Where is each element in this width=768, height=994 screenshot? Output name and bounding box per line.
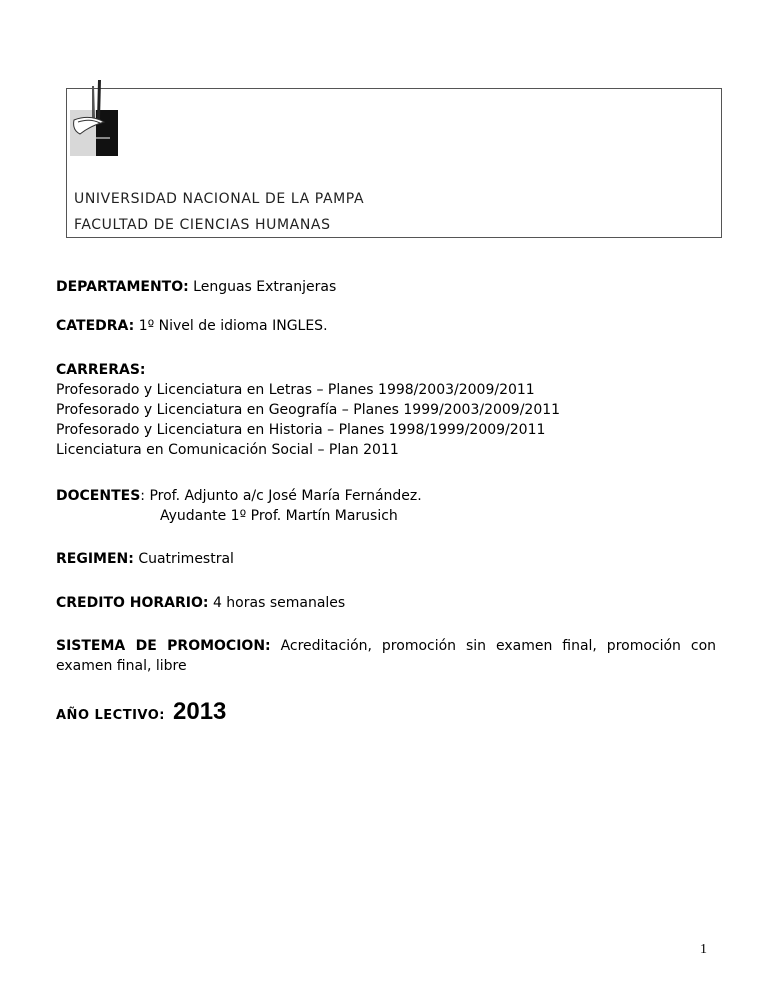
career-item: Licenciatura en Comunicación Social – Plan 2011 <box>56 442 399 458</box>
hours-label: CREDITO HORARIO: <box>56 595 209 611</box>
year-line <box>56 698 716 726</box>
university-name: UNIVERSIDAD NACIONAL DE LA PAMPA <box>74 191 365 207</box>
department-label: DEPARTAMENTO: <box>56 279 189 295</box>
department-line <box>56 277 716 297</box>
faculty-name: FACULTAD DE CIENCIAS HUMANAS <box>74 217 331 233</box>
careers-label: CARRERAS: <box>56 362 146 378</box>
hours-value: 4 horas semanales <box>212 595 346 611</box>
hours-line <box>56 593 716 613</box>
teachers-line2: Ayudante 1º Prof. Martín Marusich <box>160 508 398 524</box>
promotion-label: SISTEMA DE PROMOCION: <box>56 638 271 654</box>
promotion-value: Acreditación, promoción sin examen final, promoción con examen final, libre <box>56 638 717 674</box>
header-box <box>66 88 722 238</box>
chair-value: 1º Nivel de idioma INGLES. <box>138 318 328 334</box>
university-logo <box>70 80 120 156</box>
regime-line <box>56 549 716 569</box>
regime-value: Cuatrimestral <box>138 551 234 567</box>
career-item: Profesorado y Licenciatura en Geografía – Planes 1999/2003/2009/2011 <box>56 402 561 418</box>
teachers-block <box>56 486 716 526</box>
teachers-label: DOCENTES <box>56 488 141 504</box>
year-value: 2013 <box>173 698 227 725</box>
chair-label: CATEDRA: <box>56 318 135 334</box>
promotion-block <box>56 636 716 676</box>
department-value: Lenguas Extranjeras <box>193 279 337 295</box>
year-label: AÑO LECTIVO: <box>56 708 166 723</box>
teachers-line1: : Prof. Adjunto a/c José María Fernández. <box>140 488 422 504</box>
career-item: Profesorado y Licenciatura en Letras – Planes 1998/2003/2009/2011 <box>56 382 535 398</box>
career-item: Profesorado y Licenciatura en Historia – Planes 1998/1999/2009/2011 <box>56 422 546 438</box>
chair-line <box>56 316 716 336</box>
page-number: 1 <box>700 942 707 957</box>
regime-label: REGIMEN: <box>56 551 134 567</box>
careers-block <box>56 360 716 460</box>
